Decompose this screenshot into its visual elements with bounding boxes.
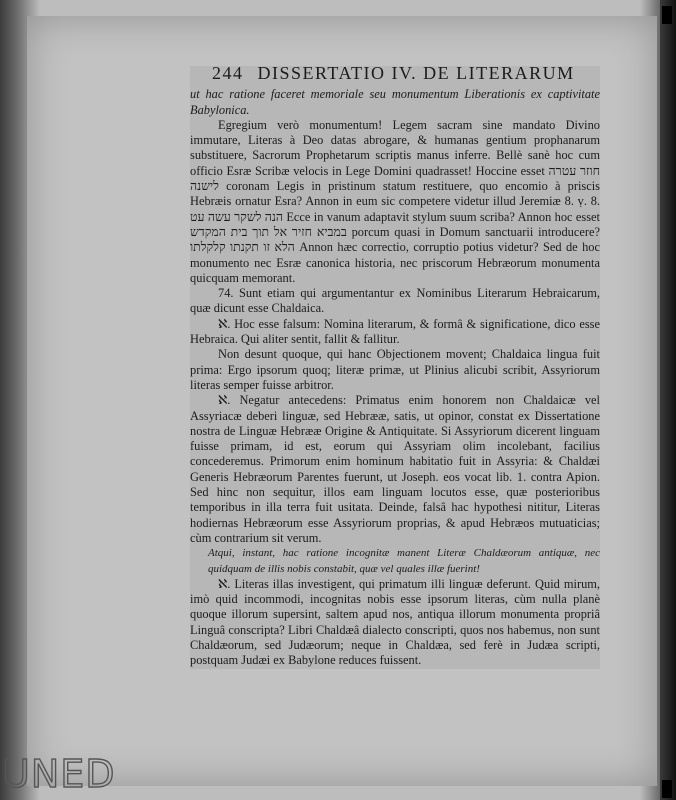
paragraph-3: 74. Sunt etiam qui argumentantur ex Nominibus Literarum Hebraicarum, quæ dicunt esse Chaldaica. <box>190 286 600 316</box>
paragraph-4: ℵ. Hoc esse falsum: Nomina literarum, & formâ & significatione, dico esse Hebraica. Qui aliter sentit, fallit & fallitur. <box>190 316 600 347</box>
page-title: DISSERTATIO IV. DE LITERARUM <box>257 63 575 83</box>
paragraph-8: ℵ. Literas illas investigent, qui primatum illi linguæ deferunt. Quid mirum, imò quid incommodi, incognitas nobis esse ipsorum literas, cùm nulla planè quoque illorum supersint, saltem apud nos, antiqua illorum monumenta propriâ Linguâ conscripta? Libri Chaldæâ dialecto conscripti, quos nos habemus, non sunt Chaldæorum, sed Judæorum; neque in Chaldæa, sed ferè in Judæa scripti, postquam Judæi ex Babylone reduces fuissent. <box>190 576 600 668</box>
paragraph-7: Atqui, instant, hac ratione incognitæ manent Literæ Chaldæorum antiquæ, nec quidquam de illis nobis constabit, quæ vel quales illæ fuerint! <box>208 547 600 575</box>
paragraph-5: Non desunt quoque, qui hanc Objectionem movent; Chaldaica lingua fuit prima: Ergo ipsorum quoq; literæ primæ, ut Plinius alicubi scribit, Assyriorum literas semper fuisse arbitror. <box>190 347 600 392</box>
binding-tab-bottom <box>662 780 672 798</box>
paragraph-6: ℵ. Negatur antecedens: Primatus enim honorem non Chaldaicæ vel Assyriacæ deberi linguæ, sed Hebrææ, satis, ut opinor, constat ex Dissertatione nostra de Linguæ Hebrææ Origine & Antiquitate. Si Assyriorum dicerent linguam fuisse primam, id est, eorum qui Assyriam olim incolebant, facilius concederemus. Primorum enim hominum habitatio fuit in Assyria: & Chaldæi Generis Hebræorum Parentes fuerunt, ut Joseph. eos vocat lib. 1. contra Apion. Sed hinc non sequitur, illos eam linguam locutos esse, quæ posterioribus temporibus in illa terra fuit usitata. Deinde, falsâ hac hypothesi nititur, Literas hodiernas Hebræorum esse Assyriorum proprias, & apud Hebræos mutuaticias; cùm contrarium sit verum. <box>190 393 600 545</box>
watermark-logo: UNED <box>2 752 116 796</box>
paragraph-1: ut hac ratione faceret memoriale seu monumentum Liberationis ex captivitate Babylonica. <box>190 87 600 117</box>
running-head <box>212 63 600 83</box>
paragraph-2: Egregium verò monumentum! Legem sacram sine mandato Divino immutare, Literas à Deo datas abrogare, & humanas gentium prophanarum substituere, Sacrorum Prophetarum scriptis manus inferre. Bellè sanè hoc cum officio Esræ Scribæ velocis in Lege Domini quadrasset! Hoccine esset חוזר עטרה לישנה coronam Legis in pristinum statum restituere, quo encomio à priscis Hebræis ornatur Esra? Annon in eum sic competere videtur illud Jeremiæ 8. ṿ. 8. הנה לשקר עשה עט Ecce in vanum adaptavit stylum suum scriba? Annon hoc esset במביא חזיר אל תוך בית המקדש porcum quasi in Domum sanctuarii introducere? הלא זו תקנתו קלקלתו Annon hæc correctio, corruptio potius videtur? Sed de hoc monumento nec Esræ canonica historia, nec priscorum Hebræorum monumenta quicquam memorant. <box>190 117 600 285</box>
page-text-block <box>190 63 600 669</box>
page-number: 244 <box>212 63 244 83</box>
binding-tab-top <box>662 6 672 24</box>
book-binding-edge <box>660 0 676 800</box>
